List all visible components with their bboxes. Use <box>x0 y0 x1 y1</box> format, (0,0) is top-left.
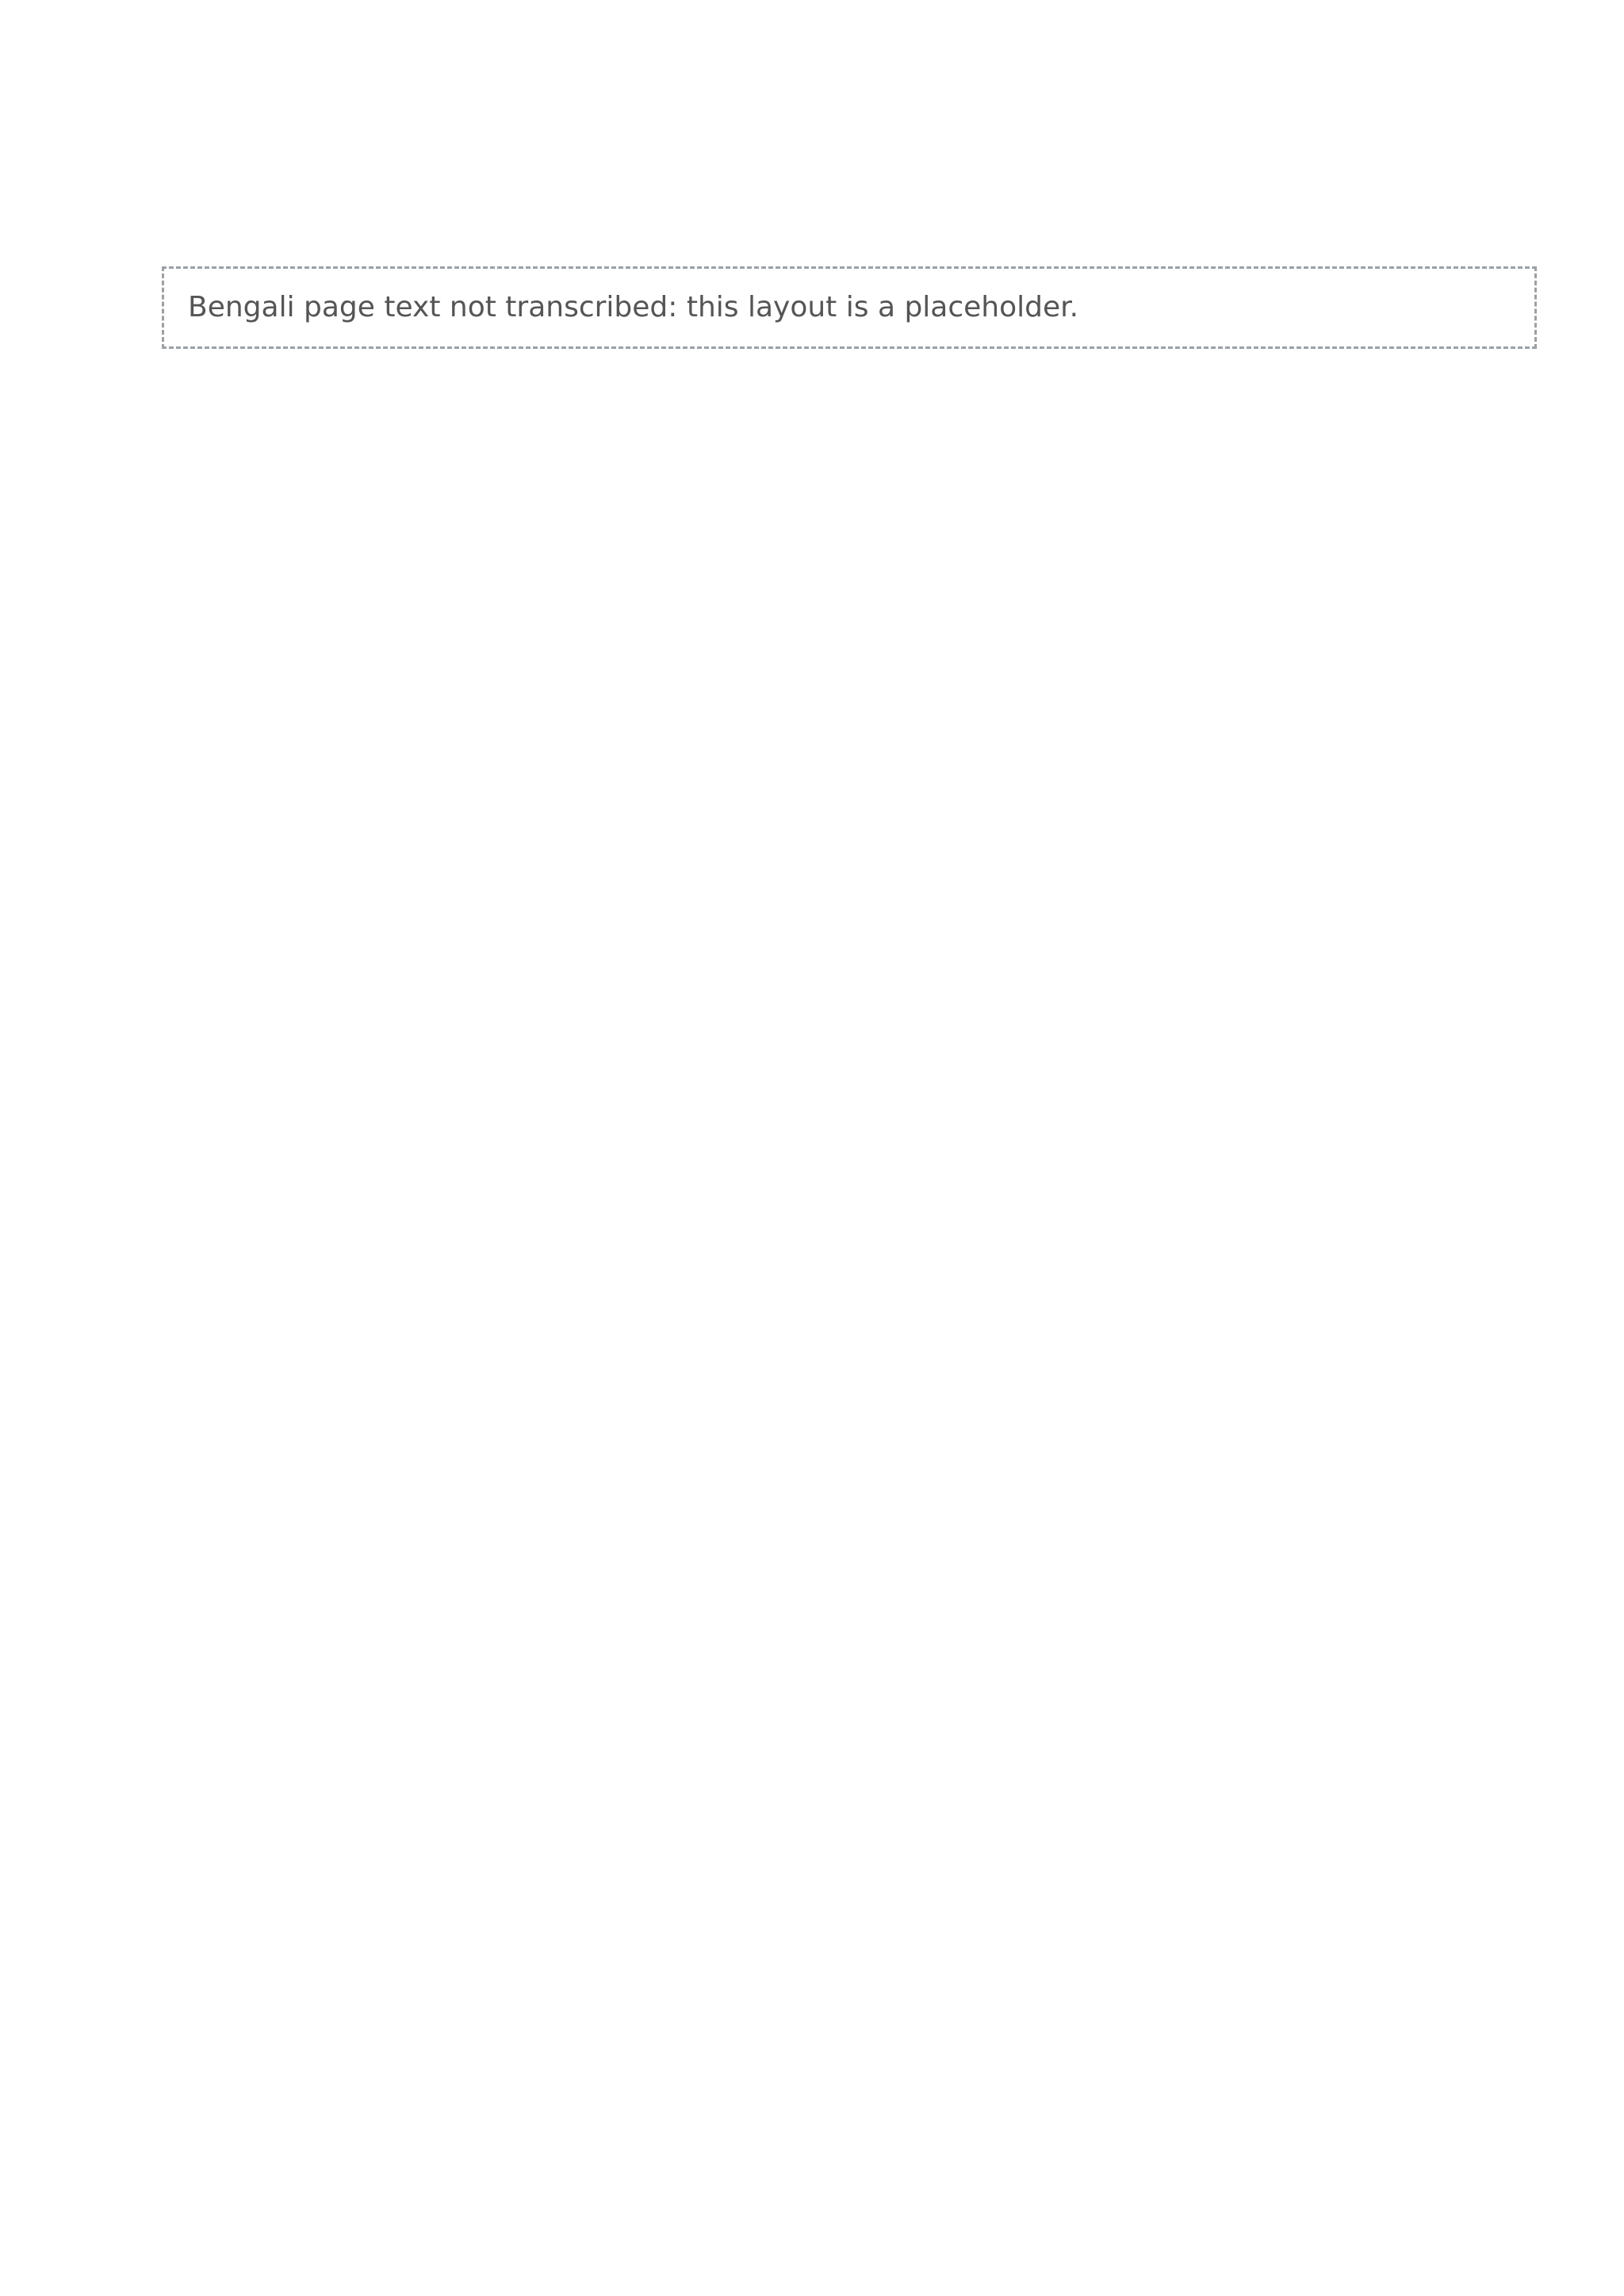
placeholder-notice: Bengali page text not transcribed: this layout is a placeholder. <box>162 266 1537 349</box>
body-text <box>162 238 1537 349</box>
